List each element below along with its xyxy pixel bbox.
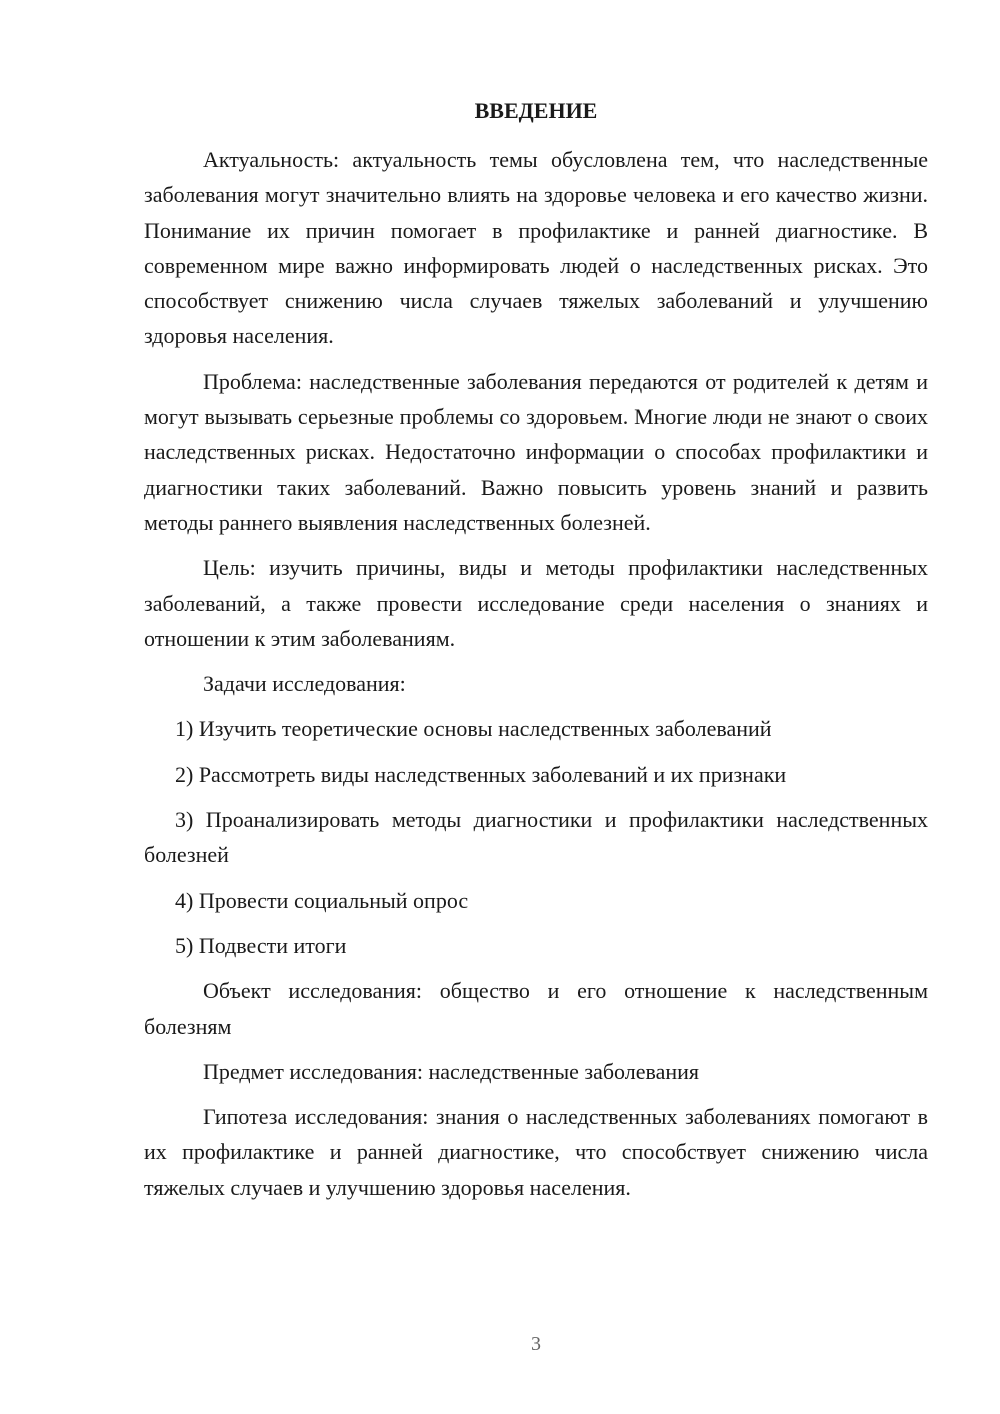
page-number: 3 — [531, 1333, 541, 1355]
task-item-1: 1) Изучить теоретические основы наследственных заболеваний — [175, 716, 772, 742]
hypothesis-paragraph: Гипотеза исследования: знания о наследственных заболеваниях помогают в их профилактике и ранней диагностике, что способствует снижению числа тяжелых случаев и улучшению здоровья населения. — [144, 1104, 928, 1200]
task-item-3: 3) Проанализировать методы диагностики и профилактики наследственных болезней — [144, 807, 928, 868]
page-title: ВВЕДЕНИЕ — [474, 98, 598, 123]
document-body — [144, 142, 928, 1215]
subject-paragraph: Предмет исследования: наследственные заболевания — [203, 1058, 700, 1084]
task-item-5: 5) Подвести итоги — [175, 932, 347, 958]
problem-paragraph: Проблема: наследственные заболевания передаются от родителей к детям и могут вызывать серьезные проблемы со здоровьем. Многие люди не знают о своих наследственных рисках. Недостаточно информации о способах профилактики и диагностики таких заболеваний. Важно повысить уровень знаний и развить методы раннего выявления наследственных болезней. — [144, 368, 928, 535]
task-item-4: 4) Провести социальный опрос — [175, 887, 469, 913]
tasks-heading: Задачи исследования: — [203, 671, 406, 697]
object-paragraph: Объект исследования: общество и его отношение к наследственным болезням — [144, 978, 928, 1039]
goal-paragraph: Цель: изучить причины, виды и методы профилактики наследственных заболеваний, а также провести исследование среди населения о знаниях и отношении к этим заболеваниям. — [144, 555, 928, 651]
task-item-2: 2) Рассмотреть виды наследственных заболеваний и их признаки — [175, 761, 787, 787]
relevance-paragraph: Актуальность: актуальность темы обусловлена тем, что наследственные заболевания могут значительно влиять на здоровье человека и его качество жизни. Понимание их причин помогает в профилактике и ранней диагностике. В современном мире важно информировать людей о наследственных рисках. Это способствует снижению числа случаев тяжелых заболеваний и улучшению здоровья населения. — [144, 147, 928, 349]
